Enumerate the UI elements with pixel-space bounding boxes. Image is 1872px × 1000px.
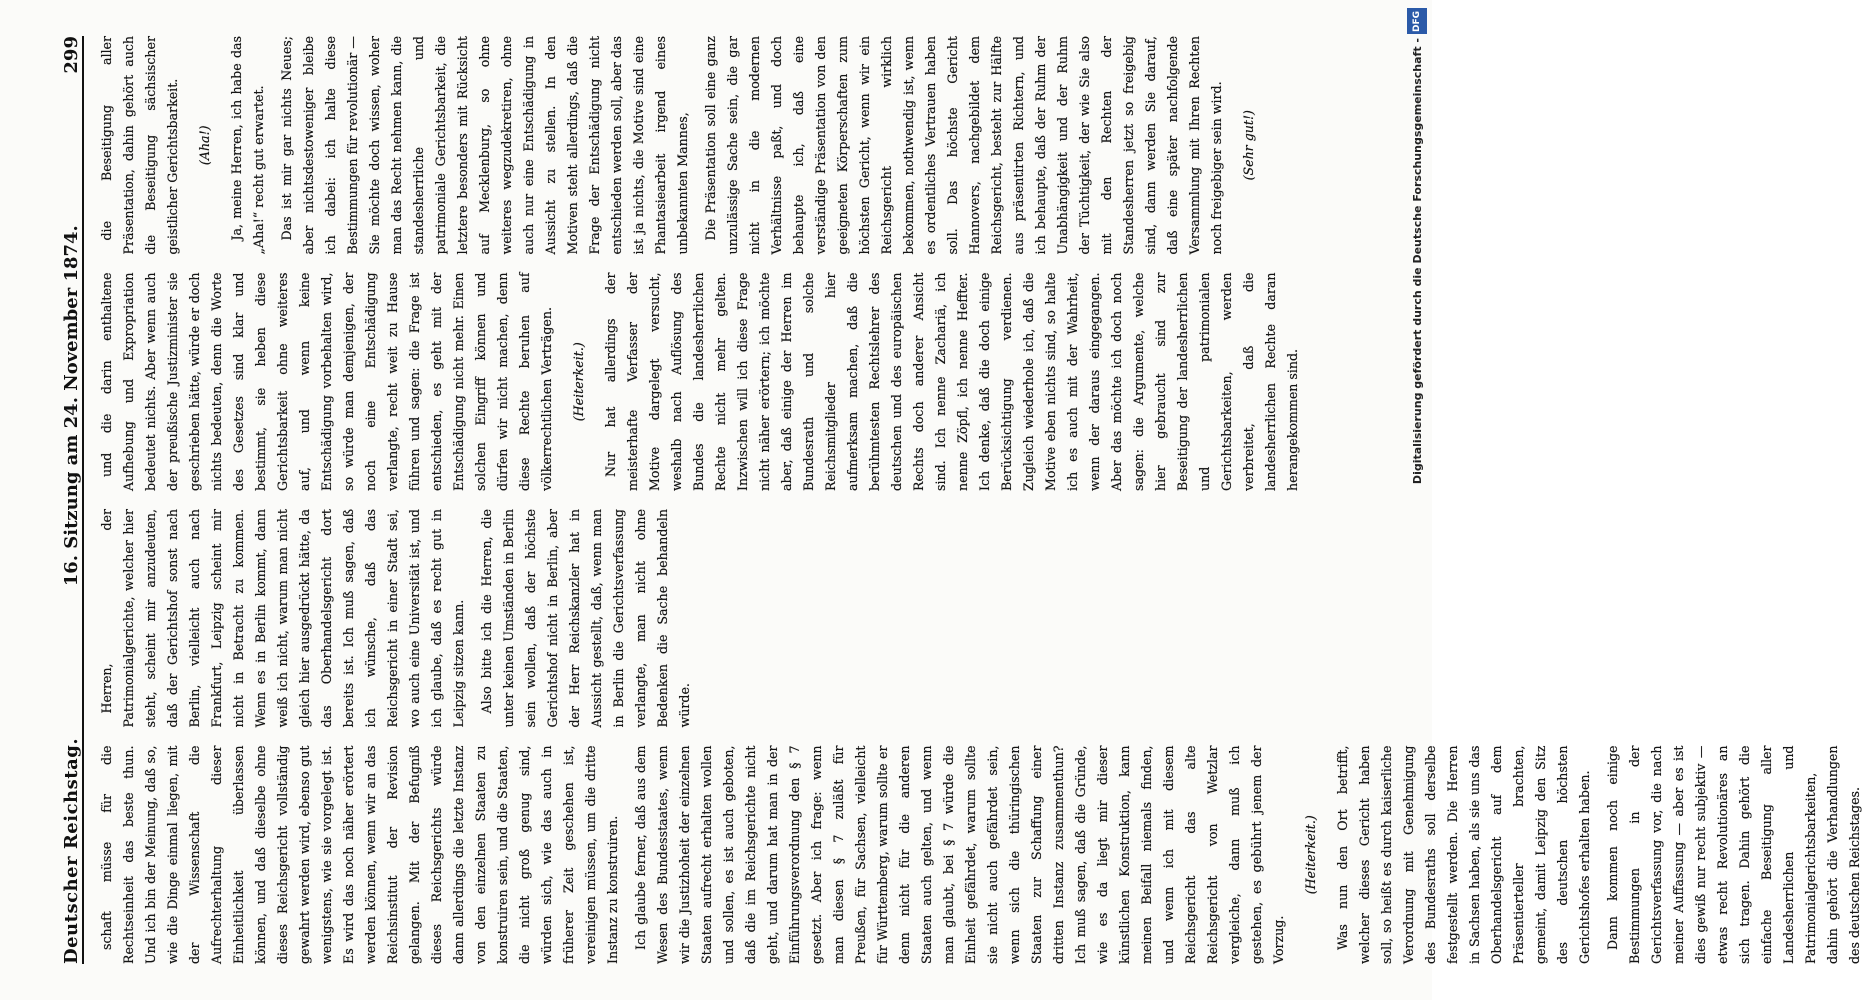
digitization-credit-text: Digitalisierung gefördert durch die Deutsche Forschungsgemeinschaft -: [1410, 38, 1424, 485]
text-column-2: [96, 509, 1872, 728]
column-aside: (Aha!): [197, 125, 212, 166]
column-paragraph: Was nun den Ort betrifft, welcher dieses Gericht haben soll, so heißt es durch kaiserliche Verordnung mit Genehmigung des Bundesraths soll derselbe festgestellt werden. Die Herren in Sachsen haben, als sie uns das Oberhandelsgericht auf dem Präsentierteller brachten, gemeint, damit Leipzig den Sitz des deutschen höchsten Gerichtshofes erhalten haben.: [1335, 745, 1592, 964]
dfg-logo-icon: DFG: [1407, 8, 1427, 34]
page-number: 299: [61, 36, 82, 74]
header-publication-title: Deutscher Reichstag.: [61, 737, 82, 964]
text-column-3: [96, 273, 1872, 492]
column-aside: (Heiterkeit.): [571, 342, 586, 422]
text-column-1: [96, 746, 1872, 965]
column-paragraph: Das ist mir gar nichts Neues; aber nichtsdestoweniger bleibe ich dabei: ich halte diese Bestimmungen für revolutionär — Sie möchte doch wissen, woher man das Recht nehmen kann, die standesherrliche und patrimoniale Gerichtsbarkeit, die letztere besonders mit Rücksicht auf Mecklenburg, so ohne weiteres wegzudekretiren, ohne auch nur eine Entschädigung in Aussicht zu stellen. In den Motiven steht allerdings, daß die Frage der Entschädigung nicht entschieden werden soll, aber das ist ja nichts, die Motive sind eine Phantasiearbeit irgend eines unbekannten Mannes,: [279, 36, 690, 255]
column-aside: (Sehr gut!): [1241, 110, 1256, 181]
column-paragraph: schaft müsse für die Rechtseinheit das beste thun. Und ich bin der Meinung, daß so, wie die Dinge einmal liegen, mit der Wissenschaft die Aufrechterhaltung dieser Einheitlichkeit überlassen können, und daß dieselbe ohne dieses Reichsgericht vollständig gewahrt werden wird, ebenso gut wenigstens, wie sie vorgelegt ist. Es wird das noch näher erörtert werden können, wenn wir an das Reichsinstitut der Revision gelangen. Mit der Befugniß dieses Reichsgerichts würde dann allerdings die letzte Instanz von den einzelnen Staaten zu konstruiren sein, und die Staaten, die nicht groß genug sind, würden sich, wie das auch in früherer Zeit geschehen ist, vereinigen müssen, um die dritte Instanz zu konstruiren.: [99, 745, 620, 964]
text-column-4: [96, 36, 1872, 255]
header-session-date: 16. Sitzung am 24. November 1874.: [61, 225, 82, 587]
column-paragraph: die Beseitigung aller Präsentation, dahin gehört auch die Beseitigung sächsischer geistlicher Gerichtsbarkeit.: [99, 36, 180, 255]
column-aside: (Heiterkeit.): [1303, 815, 1318, 895]
column-paragraph: und die darin enthaltene Aufhebung und Expropriation bedeutet nichts. Aber wenn auch der preußische Justizminister sie geschrieben hätte, würde er doch nichts bedeuten, denn die Worte des Gesetzes sind klar und bestimmt, sie heben diese Gerichtsbarkeit ohne weiteres auf, und wenn keine Entschädigung vorbehalten wird, so würde man demjenigen, der noch eine Entschädigung verlangte, recht weit zu Hause führen und sagen: die Frage ist entschieden, es geht mit der Entschädigung nicht mehr. Einen solchen Eingriff können und dürfen wir nicht machen, denn diese Rechte beruhen auf völkerrechtlichen Verträgen.: [99, 272, 554, 491]
page-header: [40, 36, 84, 964]
column-paragraph: Ja, meine Herren, ich habe das „Aha!“ recht gut erwartet.: [229, 36, 266, 255]
column-paragraph: Also bitte ich die Herren, die unter keinen Umständen in Berlin sein wollen, daß der höchste Gerichtshof nicht in Berlin, aber der Herr Reichskanzler hat in Aussicht gestellt, daß, wenn man in Berlin die Gerichtsverfassung verlangte, man nicht ohne Bedenken die Sache behandeln würde.: [479, 509, 692, 728]
column-paragraph: Ich glaube ferner, daß aus dem Wesen des Bundesstaates, wenn wir die Justizhoheit der einzelnen Staaten aufrecht erhalten wollen und sollen, es ist auch geboten, daß die im Reichsgerichte nicht geht, und darum hat man in der Einführungsverordnung den § 7 gesetzt. Aber ich frage: wenn man diesen § 7 zuläßt für Preußen, für Sachsen, vielleicht für Württemberg, warum sollte er denn nicht für die anderen Staaten auch gelten, und wenn man glaubt, bei § 7 würde die Einheit gefährdet, warum sollte sie nicht auch gefährdet sein, wenn sich die thüringischen Staaten zur Schaffung einer dritten Instanz zusammenthun? Ich muß sagen, daß die Gründe, wie es da liegt mir dieser künstlichen Konstruktion, kann meinen Beifall niemals finden, und wenn ich mit diesem Reichsgericht das alte Reichsgericht von Wetzlar vergleiche, dann muß ich gestehen, es gebührt jenem der Vorzug.: [633, 745, 1286, 964]
column-paragraph: Dann kommen noch einige Bestimmungen in der Gerichtsverfassung vor, die nach meiner Auffassung — aber es ist dies gewiß nur recht subjektiv — etwas recht Revolutionäres an sich tragen. Dahin gehört die einfache Beseitigung aller Landesherrlichen und Patrimonialgerichtsbarkeiten, dahin gehört die Verhandlungen des deutschen Reichstages.: [1605, 745, 1862, 964]
column-paragraph: Herren, der Patrimonialgerichte, welcher hier steht, scheint mir anzudeuten, daß der Gerichtshof sonst nach Berlin, vielleicht auch nach Frankfurt, Leipzig scheint mir nicht in Betracht zu kommen. Wenn es in Berlin kommt, dann weiß ich nicht, warum man nicht gleich hier ausgedrückt hätte, da das Oberhandelsgericht dort bereits ist. Ich muß sagen, daß ich wünsche, daß das Reichsgericht in einer Stadt sei, wo auch eine Universität ist, und ich glaube, daß es recht gut in Leipzig sitzen kann.: [99, 509, 466, 728]
column-paragraph: Die Präsentation soll eine ganz unzulässige Sache sein, die gar nicht in die modernen Verhältnisse paßt, und doch behaupte ich, daß eine verständige Präsentation von den geeigneten Körperschaften zum höchsten Gericht, wenn wir ein Reichsgericht wirklich bekommen, nothwendig ist, wenn es ordentliches Vertrauen haben soll. Das höchste Gericht Hannovers, nachgebildet dem Reichsgericht, besteht zur Hälfte aus präsentirten Richtern, und ich behaupte, daß der Ruhm der Unabhängigkeit und der Ruhm der Tüchtigkeit, der wie Sie also mit den Rechten der Standesherren jetzt so freigebig sind, dann werden Sie darauf, daß eine später nachfolgende Versammlung mit Ihren Rechten noch freigebiger sein wird.: [703, 36, 1224, 255]
digitization-credit: [1404, 8, 1430, 688]
column-paragraph: Nur hat allerdings der meisterhafte Verfasser der Motive dargelegt versucht, weshalb nach Auflösung des Bundes die landesherrlichen Rechte nicht mehr gelten. Inzwischen will ich diese Frage nicht näher erörtern; ich möchte aber, daß einige der Herren im Bundesrath und solche Reichsmitglieder hier aufmerksam machen, daß die berühmtesten Rechtslehrer des deutschen und des europäischen Rechts doch anderer Ansicht sind. Ich nenne Zachariä, ich nenne Zöpfl, ich nenne Heffter. Ich denke, daß die doch einige Berücksichtigung verdienen. Zugleich wiederhole ich, daß die Motive eben nichts sind, so halte ich es auch mit der Wahrheit, wenn der daraus eingegangen. Aber das möchte ich doch noch sagen: die Argumente, welche hier gebraucht sind zur Beseitigung der landesherrlichen und patrimonialen Gerichtsbarkeiten, werden verbreitet, daß die landesherrlichen Rechte daran herangekommen sind.: [603, 272, 1300, 491]
